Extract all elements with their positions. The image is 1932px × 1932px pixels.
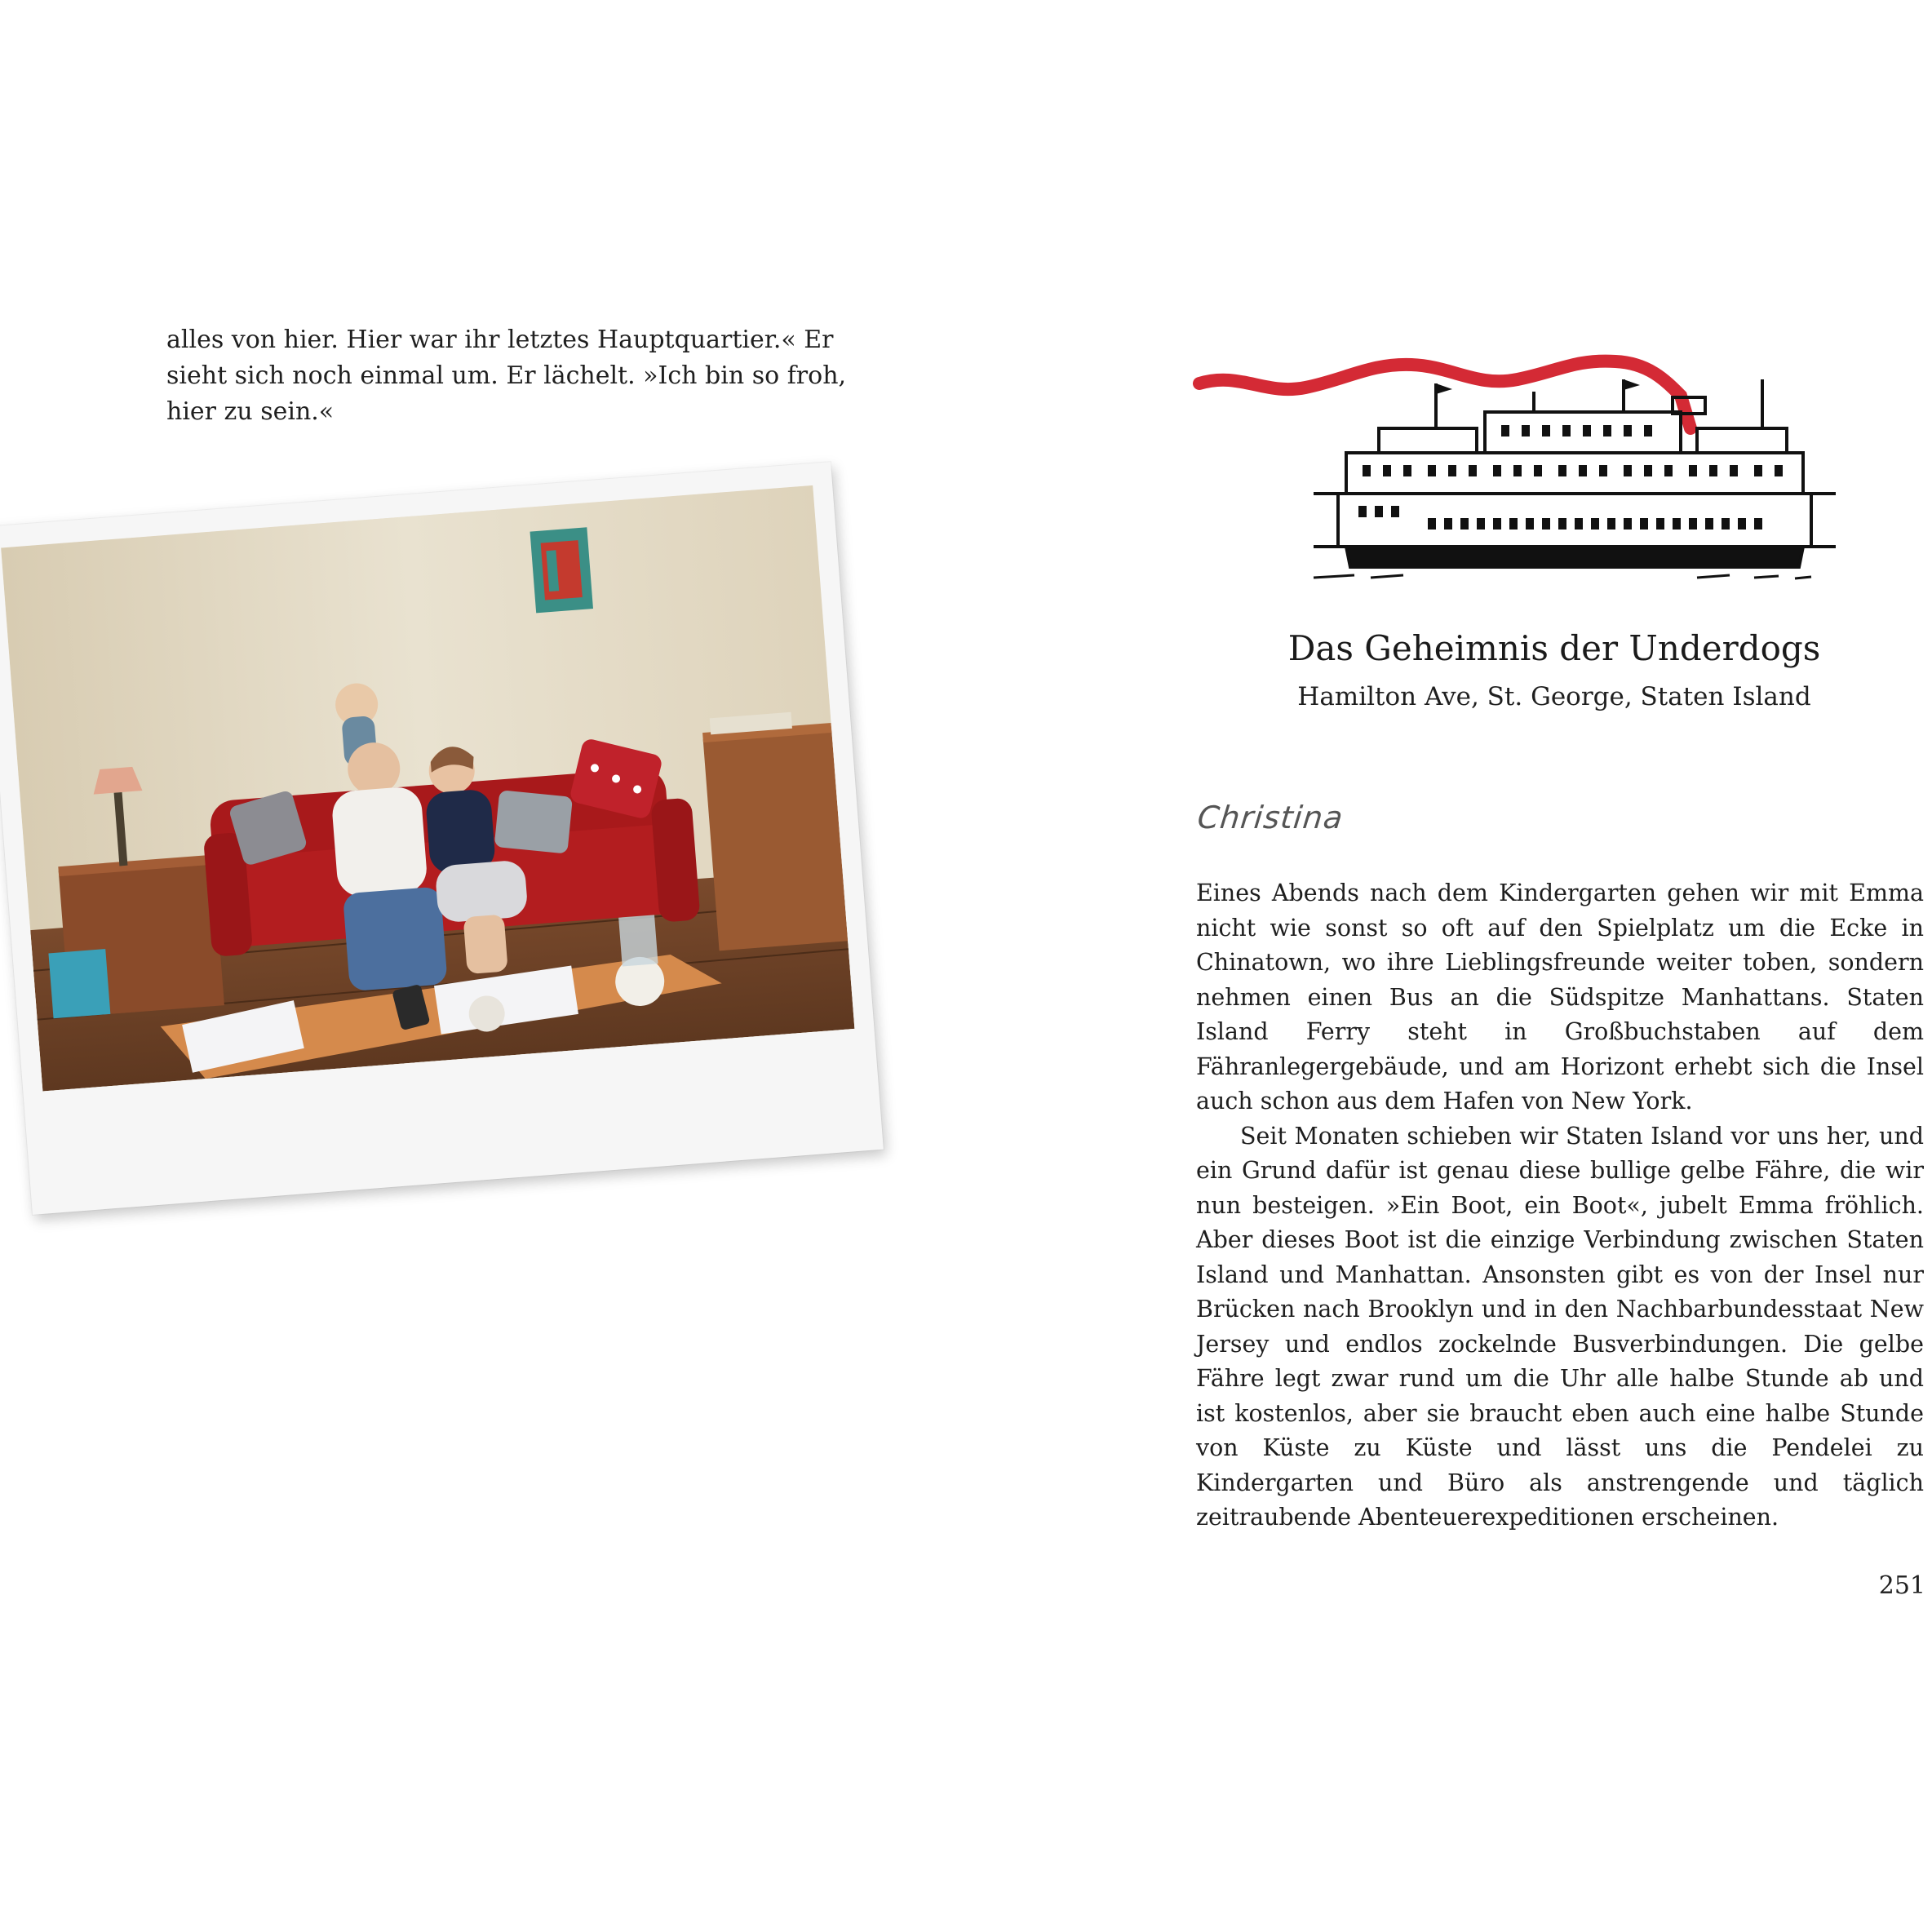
family-photo bbox=[1, 485, 854, 1092]
body-paragraph-2: Seit Monaten schieben wir Staten Island vor uns her, und ein Grund dafür ist genau diese bullige gelbe Fähre, die wir nun besteigen. »Ein Boot, ein Boot«, jubelt Emma fröhlich. Aber dieses Boot ist die einzige Verbindung zwischen Staten Island und Manhattan. Ansonsten gibt es von der Insel nur Brücken nach Brooklyn und in den Nachbarbundesstaat New Jersey und endlos zockelnde Busverbindungen. Die gelbe Fähre legt zwar rund um die Uhr alle halbe Stunde ab und ist kostenlos, aber sie braucht eben auch eine halbe Stunde von Küste zu Küste und lässt uns die Pendelei zu Kindergarten und Büro als anstrengende und täglich zeitraubende Abenteuerexpeditionen erscheinen. bbox=[1196, 1122, 1924, 1531]
chapter-location: Hamilton Ave, St. George, Staten Island bbox=[1297, 682, 1811, 711]
left-paragraph: alles von hier. Hier war ihr letztes Hauptquartier.« Er sieht sich noch einmal um. Er lächelt. »Ich bin so froh, hier zu sein.« bbox=[166, 326, 847, 426]
left-page-text bbox=[166, 322, 893, 430]
author-name: Christina bbox=[1195, 800, 1345, 835]
family-photo-illustration bbox=[1, 485, 854, 1092]
body-paragraph-1: Eines Abends nach dem Kindergarten gehen wir mit Emma nicht wie sonst so oft auf den Spielplatz um die Ecke in Chinatown, wo ihre Lieblingsfreunde weiter toben, sondern nehmen einen Bus an die Südspitze Manhattans. Staten Island Ferry steht in Großbuchstaben auf dem Fähranlegergebäude, und am Horizont erhebt sich die Insel auch schon aus dem Hafen von New York. bbox=[1196, 880, 1924, 1114]
body-text bbox=[1196, 876, 1924, 1535]
polaroid-frame bbox=[0, 462, 884, 1215]
ferry-icon bbox=[1191, 347, 1844, 592]
chapter-title: Das Geheimnis der Underdogs bbox=[1287, 628, 1821, 668]
page-number: 251 bbox=[1878, 1571, 1925, 1600]
smoke-trail bbox=[1199, 361, 1690, 428]
